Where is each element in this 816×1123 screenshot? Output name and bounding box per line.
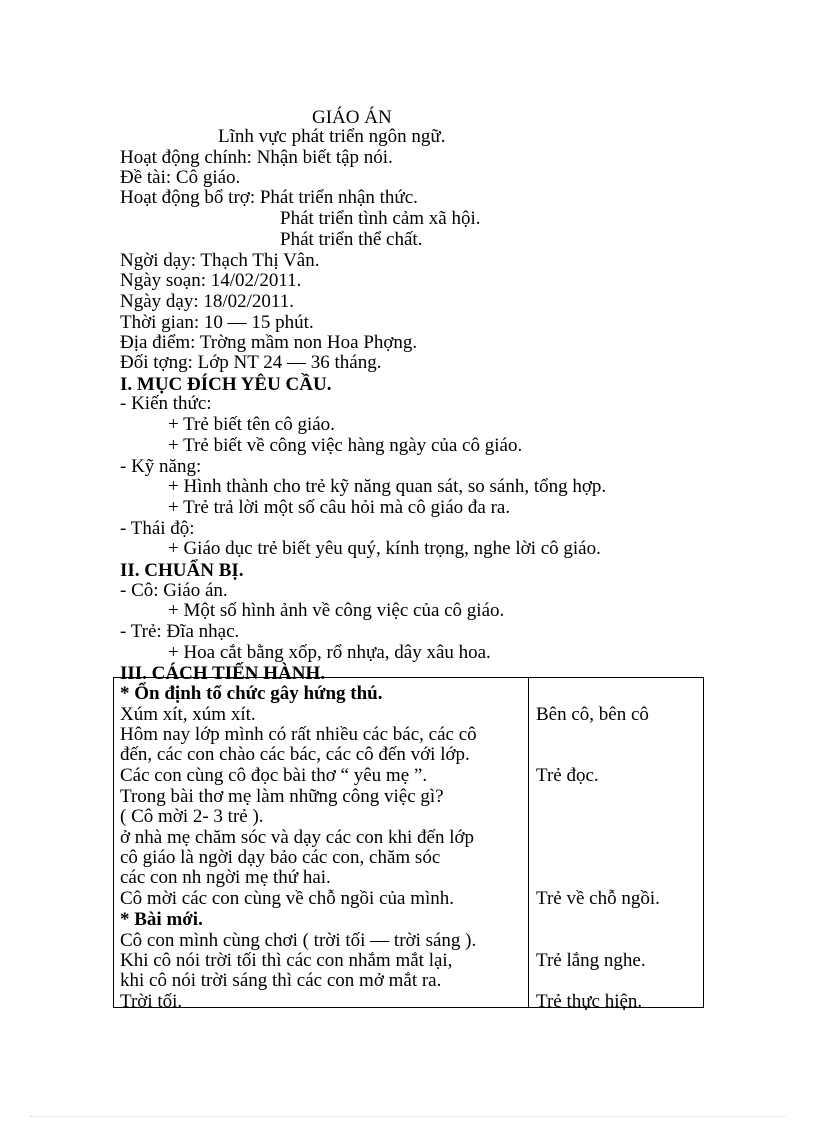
table-right-line: Trẻ về chỗ ngồi. — [536, 888, 660, 909]
table-left-line: Khi cô nói trời tối thì các con nhắm mắt lại, — [120, 950, 453, 971]
attitude-item-1: + Giáo dục trẻ biết yêu quý, kính trọng, nghe lời cô giáo. — [168, 538, 601, 559]
table-left-line: ( Cô mời 2- 3 trẻ ). — [120, 806, 264, 827]
table-left-line: Trời tối. — [120, 991, 183, 1012]
table-left-line: khi cô nói trời sáng thì các con mở mắt ra. — [120, 970, 442, 991]
section-1-heading: I. MỤC ĐÍCH YÊU CẦU. — [120, 374, 332, 395]
document-subtitle: Lĩnh vực phát triển ngôn ngữ. — [218, 126, 446, 147]
skills-label: - Kỹ năng: — [120, 456, 202, 477]
table-column-divider — [528, 677, 529, 1008]
duration: Thời gian: 10 — 15 phút. — [120, 312, 314, 333]
table-left-line: Cô mời các con cùng về chỗ ngồi của mình. — [120, 888, 455, 909]
prepared-date: Ngày soạn: 14/02/2011. — [120, 270, 302, 291]
target-group: Đối tợng: Lớp NT 24 — 36 tháng. — [120, 352, 382, 373]
document-title: GIÁO ÁN — [312, 107, 392, 128]
table-right-line: Trẻ đọc. — [536, 765, 599, 786]
knowledge-label: - Kiến thức: — [120, 393, 212, 414]
topic: Đề tài: Cô giáo. — [120, 167, 241, 188]
table-left-line: * Ổn định tổ chức gây hứng thú. — [120, 683, 383, 704]
page-bottom-edge — [30, 1116, 786, 1117]
table-left-line: đến, các con chào các bác, các cô đến với lớp. — [120, 744, 470, 765]
support-activity: Hoạt động bổ trợ: Phát triển nhận thức. — [120, 187, 418, 208]
table-left-line: các con nh ngời mẹ thứ hai. — [120, 867, 331, 888]
attitude-label: - Thái độ: — [120, 518, 195, 539]
table-left-line: Hôm nay lớp mình có rất nhiều các bác, các cô — [120, 724, 477, 745]
table-left-line: * Bài mới. — [120, 909, 203, 930]
table-right-line: Bên cô, bên cô — [536, 704, 649, 725]
prep-children-label: - Trẻ: Đĩa nhạc. — [120, 621, 240, 642]
table-left-line: ở nhà mẹ chăm sóc và dạy các con khi đến lớp — [120, 827, 475, 848]
prep-children-item-1: + Hoa cắt bằng xốp, rổ nhựa, dây xâu hoa. — [168, 642, 491, 663]
table-left-line: Cô con mình cùng chơi ( trời tối — trời sáng ). — [120, 930, 477, 951]
main-activity: Hoạt động chính: Nhận biết tập nói. — [120, 147, 393, 168]
skills-item-2: + Trẻ trả lời một số câu hỏi mà cô giáo đa ra. — [168, 497, 511, 518]
support-activity-2: Phát triển tình cảm xã hội. — [280, 208, 481, 229]
table-right-line: Trẻ lắng nghe. — [536, 950, 646, 971]
table-right-line: Trẻ thực hiện. — [536, 991, 643, 1012]
teacher-name: Ngời dạy: Thạch Thị Vân. — [120, 250, 320, 271]
section-2-heading: II. CHUẨN BỊ. — [120, 560, 244, 581]
prep-teacher-item-1: + Một số hình ảnh về công việc của cô giáo. — [168, 600, 505, 621]
support-activity-3: Phát triển thể chất. — [280, 229, 423, 250]
table-left-line: cô giáo là ngời dạy bảo các con, chăm sóc — [120, 847, 441, 868]
table-left-line: Xúm xít, xúm xít. — [120, 704, 256, 725]
table-left-line: Trong bài thơ mẹ làm những công việc gì? — [120, 786, 444, 807]
table-left-line: Các con cùng cô đọc bài thơ “ yêu mẹ ”. — [120, 765, 428, 786]
section-3-heading: III. CÁCH TIẾN HÀNH. — [120, 663, 325, 684]
knowledge-item-1: + Trẻ biết tên cô giáo. — [168, 414, 335, 435]
teaching-date: Ngày dạy: 18/02/2011. — [120, 291, 294, 312]
prep-teacher-label: - Cô: Giáo án. — [120, 580, 228, 601]
knowledge-item-2: + Trẻ biết về công việc hàng ngày của cô giáo. — [168, 435, 523, 456]
skills-item-1: + Hình thành cho trẻ kỹ năng quan sát, so sánh, tổng hợp. — [168, 476, 607, 497]
location: Địa điểm: Trờng mầm non Hoa Phợng. — [120, 332, 418, 353]
